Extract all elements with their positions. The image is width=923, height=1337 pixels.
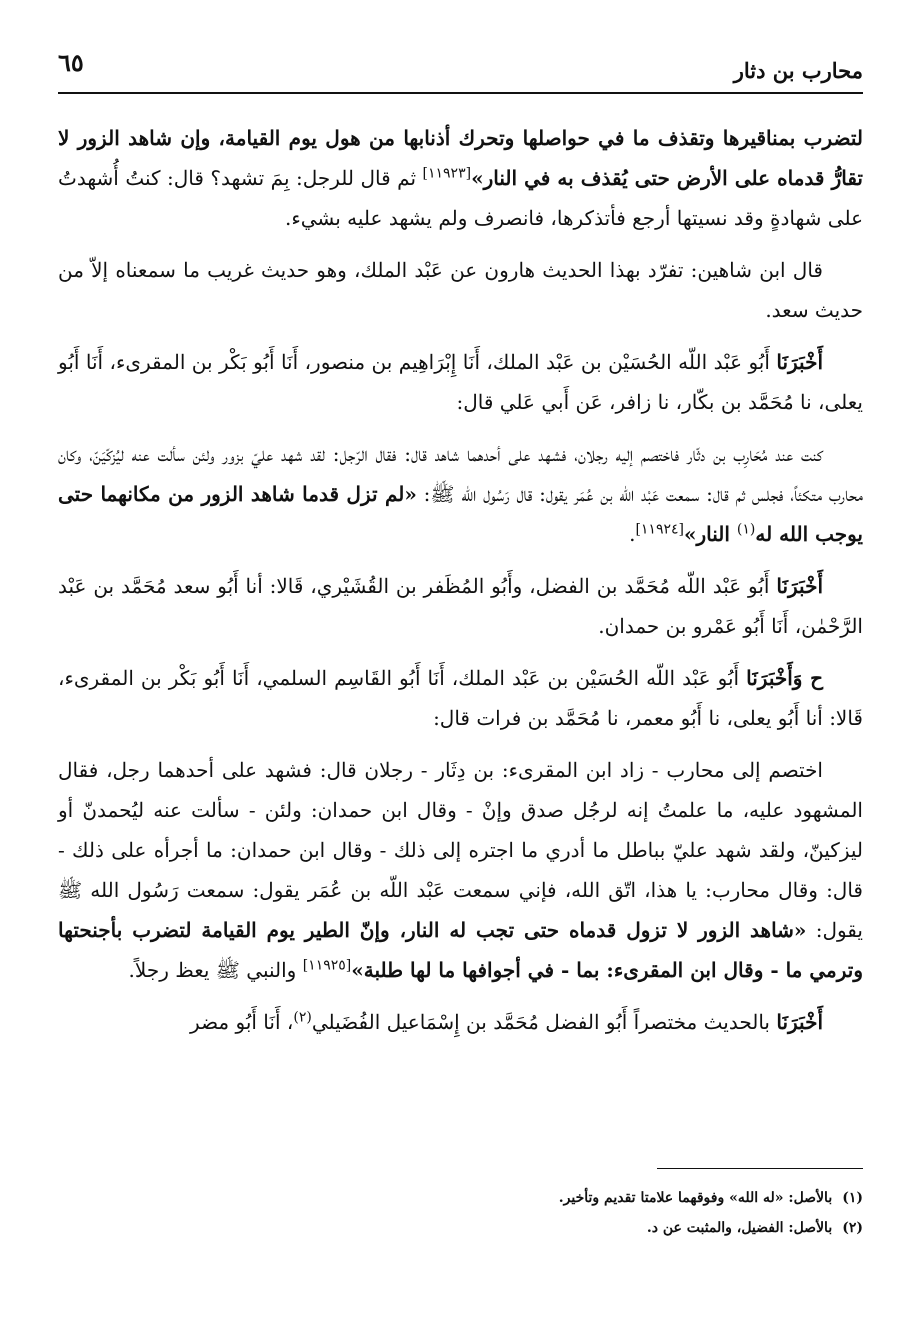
text-span: أَبُو عَبْد اللّه الحُسَيْن بن عَبْد الملك، أَنَا أَبُو القَاسِم السلمي، أَنَا أَبُو بَكْر بن المقرىء، قَالا: أنا أَبُو يعلى، نا أَبُو معمر، نا مُحَمَّد بن فرات قال: [58, 666, 863, 730]
reference-marker: [١١٩٢٣] [422, 165, 472, 182]
footnotes-section [58, 1183, 863, 1243]
text-span: ، أَنَا أَبُو مضر [190, 1010, 294, 1034]
paragraph [58, 1002, 863, 1042]
text-span: . [629, 522, 636, 546]
text-span: اختصم إلى محارب - زاد ابن المقرىء: بن دِثَار - رجلان قال: فشهد على أحدهما رجل، فقال المشهود عليه، ما علمتُ إنه لرجُل صدق وإنْ - وقال ابن حمدان: ولئن - سألت عنه ليُحمدنّ أو ليزكينّ، ولقد شهد عليّ بباطل ما أدري ما اجتره إلى ذلك - وقال ابن حمدان: ما أجرأه على ذلك - قال: وقال محارب: يا هذا، اتّق الله، فإني سمعت عَبْد اللّه بن عُمَر يقول: سمعت رَسُول الله ﷺ يقول: [58, 758, 863, 942]
paragraph [58, 342, 863, 422]
reference-marker: [١١٩٢٤] [635, 521, 684, 538]
footnote-text: بالأصل: «له الله» وفوقهما علامتا تقديم وتأخير. [558, 1190, 833, 1206]
bold-text-span: أَخْبَرَنَا [776, 574, 823, 598]
paragraph [58, 566, 863, 646]
footnote-text: بالأصل: الفضيل، والمثبت عن د. [646, 1220, 833, 1236]
bold-text-span: ح وَأَخْبَرَنَا [746, 666, 823, 690]
page-number: ٦٥ [58, 48, 84, 77]
main-text-body [58, 118, 863, 1054]
running-header-title: محارب بن دثار [733, 58, 863, 83]
paragraph [58, 118, 863, 238]
text-span: قال ابن شاهين: تفرّد بهذا الحديث هارون عن عَبْد الملك، وهو حديث غريب ما سمعناه إلاّ من حديث سعد. [58, 258, 863, 322]
bold-text-span: النار» [683, 522, 737, 546]
bold-text-span: أَخْبَرَنَا [776, 1010, 823, 1034]
text-span: بالحديث مختصراً أَبُو الفضل مُحَمَّد بن إِسْمَاعيل الفُضَيلي [311, 1010, 777, 1034]
footnote-number: (١) [842, 1190, 863, 1206]
text-span: ثم قال للرجل: بِمَ تشهد؟ قال: كنتُ أُشهدتُ على شهادةٍ وقد نسيتها أرجع فأتذكرها، فانصرف ولم يشهد عليه بشيء. [58, 166, 863, 230]
bold-text-span: لتضرب بمناقيرها وتقذف ما في حواصلها وتحرك أذنابها من هول يوم القيامة، وإن شاهد الزور لا تقارُّ قدماه على الأرض حتى يُقذف به في النار» [58, 126, 864, 190]
reference-marker: (١) [736, 521, 756, 538]
bold-text-span: «شاهد الزور لا تزول قدماه حتى تجب له النار، وإنّ الطير يوم القيامة لتضرب بأجنحتها وترمي ما - وقال ابن المقرىء: بما - في أجوافها ما لها طلبة» [58, 918, 863, 982]
reference-marker: [١١٩٢٥] [302, 957, 352, 974]
footnote [58, 1183, 863, 1213]
reference-marker: (٢) [293, 1009, 312, 1026]
paragraph [58, 750, 863, 990]
text-span: أَبُو عَبْد اللّه مُحَمَّد بن الفضل، وأَبُو المُظَفر بن القُشَيْري، قَالا: أنا أَبُو سعد مُحَمَّد بن عَبْد الرَّحْمٰن، أَنَا أَبُو عَمْرو بن حمدان. [58, 574, 863, 638]
footnote-divider [657, 1168, 863, 1169]
paragraph [58, 434, 863, 554]
text-span: والنبي ﷺ يعظ رجلاً. [128, 958, 303, 982]
paragraph [58, 658, 863, 738]
text-span: كنت عند مُحَارِب بن دثّار فاختصم إليه رجلان، فشهد على أحدهما شاهد قال: فقال الرّجل: لقد شهد عليّ بزور ولئن سألت عنه ليُزكّيَنّ، وكان محارب متكئاً، فجلس ثم قال: سمعت عَبْد اللّه بن عُمَر يقول: قال رَسُول الله ﷺ: [58, 442, 864, 506]
bold-text-span: «لم تزل قدما شاهد الزور من مكانهما حتى يوجب الله له [58, 482, 863, 546]
footnote-number: (٢) [842, 1220, 863, 1236]
header-divider [58, 92, 863, 94]
bold-text-span: أَخْبَرَنَا [776, 350, 823, 374]
text-span: أَبُو عَبْد اللّه الحُسَيْن بن عَبْد الملك، أَنَا إِبْرَاهِيم بن منصور، أَنَا أَبُو بَكْر بن المقرىء، أَنَا أَبُو يعلى، نا مُحَمَّد بن بكّار، نا زافر، عَن أَبي عَلي قال: [58, 350, 863, 414]
paragraph [58, 250, 863, 330]
footnote [58, 1213, 863, 1243]
